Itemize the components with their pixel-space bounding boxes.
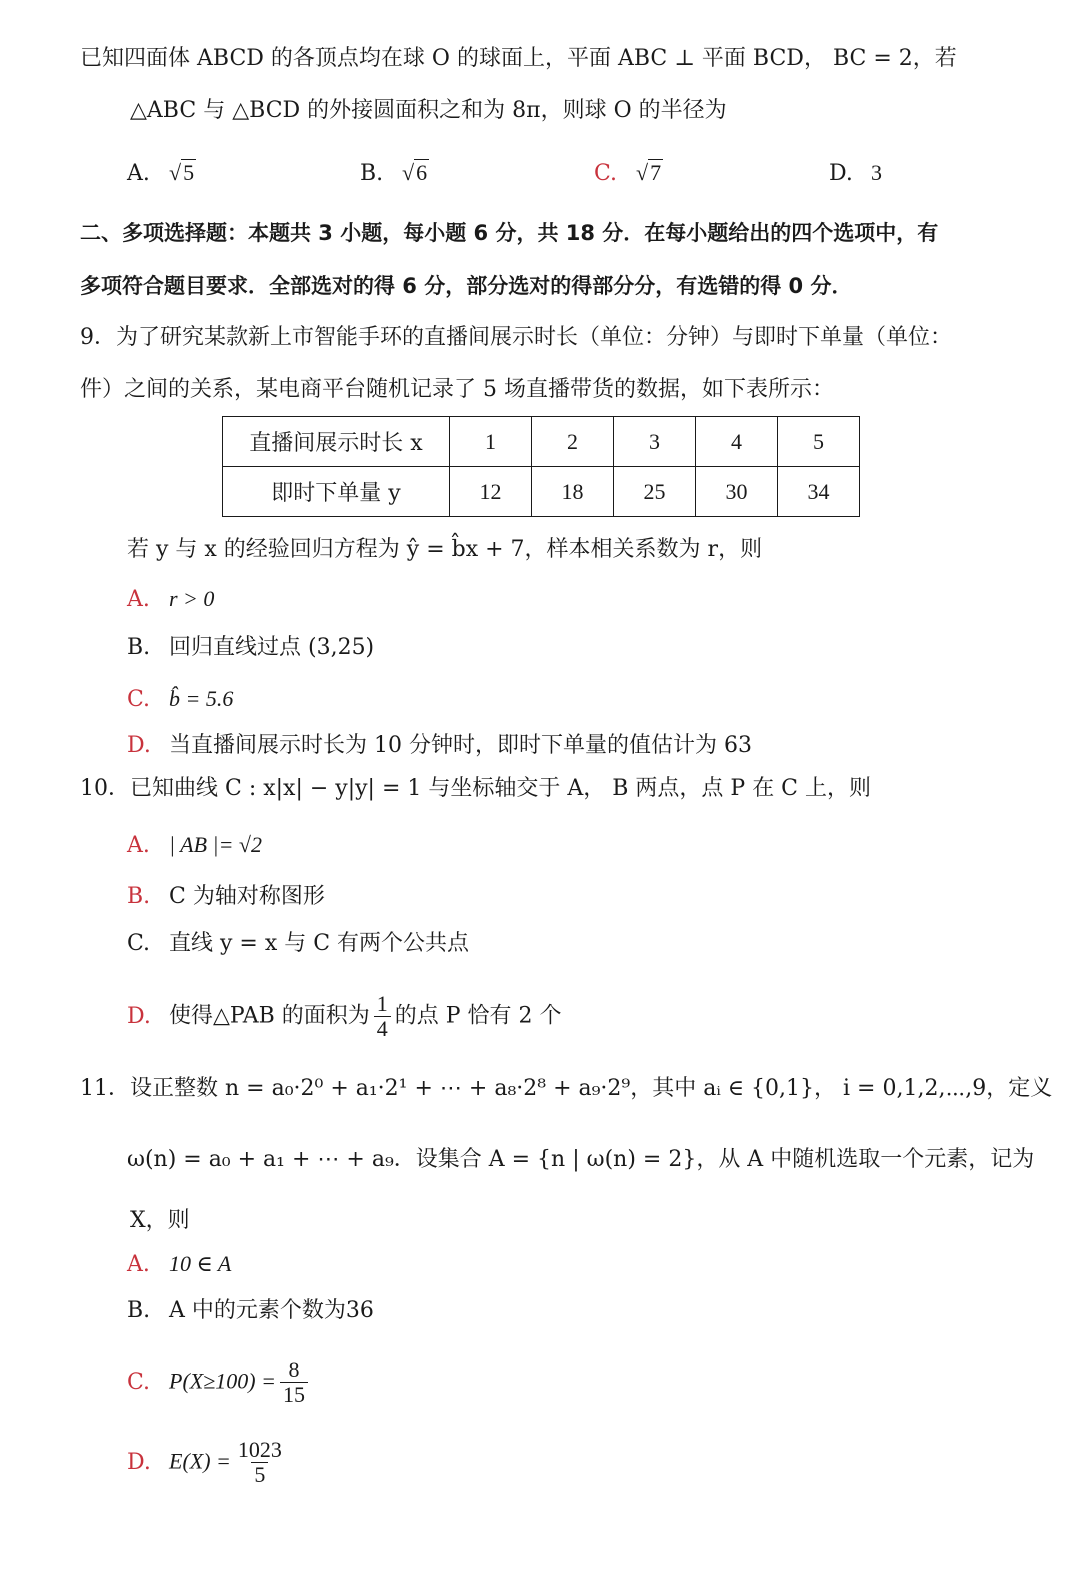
table-row-label-y: 即时下单量 y — [223, 467, 450, 517]
q11-line2: ω(n) = a₀ + a₁ + ⋯ + a₉．设集合 A = {n | ω(n) = 2}，从 A 中随机选取一个元素，记为 — [127, 1147, 1035, 1172]
q9-stem: 若 y 与 x 的经验回归方程为 ŷ = b̂x + 7，样本相关系数为 r，则 — [127, 537, 763, 562]
q8-option-b: B. √6 — [360, 160, 428, 186]
table-row-label-x: 直播间展示时长 x — [223, 417, 450, 467]
q8-option-a: A. √5 — [127, 160, 195, 186]
table-row — [223, 467, 860, 517]
table-cell: 12 — [450, 467, 532, 517]
table-row — [223, 417, 860, 467]
q11-option-c: C. P(X≥100) = $\frac{8}{15}$ — [127, 1358, 312, 1407]
table-cell: 2 — [532, 417, 614, 467]
q8-option-d: D. 3 — [829, 160, 882, 186]
q11-option-a: A. 10 ∈ A — [127, 1251, 232, 1277]
q11-line1: 11．设正整数 n = a₀·2⁰ + a₁·2¹ + ⋯ + a₈·2⁸ + a₉·2⁹，其中 aᵢ ∈ {0,1}， i = 0,1,2,⋯,9，定义 — [80, 1076, 1053, 1101]
table-cell: 3 — [614, 417, 696, 467]
q10-option-d: D. 使得△PAB 的面积为 $\frac{1}{4}$ 的点 P 恰有 2 个 — [127, 991, 562, 1041]
q10-option-c: C. 直线 y = x 与 C 有两个公共点 — [127, 931, 470, 956]
q9-option-c: C. b̂ = 5.6 — [127, 686, 234, 712]
q9-option-a: A. r > 0 — [127, 586, 215, 612]
table-cell: 5 — [778, 417, 860, 467]
table-cell: 30 — [696, 467, 778, 517]
q11-line3: X，则 — [130, 1208, 190, 1233]
q11-option-d: D. E(X) = $\frac{1023}{5}$ — [127, 1438, 289, 1487]
q10-line1: 10．已知曲线 C : x|x| − y|y| = 1 与坐标轴交于 A， B 两点，点 P 在 C 上，则 — [80, 776, 872, 801]
section2-line1: 二、多项选择题：本题共 3 小题，每小题 6 分，共 18 分．在每小题给出的四个选项中，有 — [80, 221, 939, 245]
table-cell: 25 — [614, 467, 696, 517]
section2-line2: 多项符合题目要求．全部选对的得 6 分，部分选对的得部分分，有选错的得 0 分． — [80, 274, 853, 298]
fraction: $\frac{1}{4}$ — [374, 992, 391, 1041]
q9-data-table — [222, 416, 860, 517]
q8-option-c: C. √7 — [594, 160, 662, 186]
q11-option-b: B. A 中的元素个数为36 — [127, 1298, 374, 1323]
q10-option-b: B. C 为轴对称图形 — [127, 884, 325, 909]
q8-line2: △ABC 与 △BCD 的外接圆面积之和为 8π，则球 O 的半径为 — [130, 98, 727, 123]
fraction: $\frac{1023}{5}$ — [237, 1437, 282, 1487]
q9-option-b: B. 回归直线过点 (3,25) — [127, 635, 375, 660]
q9-line1: 9．为了研究某款新上市智能手环的直播间展示时长（单位：分钟）与即时下单量（单位： — [80, 325, 953, 350]
q9-line2: 件）之间的关系，某电商平台随机记录了 5 场直播带货的数据，如下表所示： — [80, 377, 834, 402]
table-cell: 1 — [450, 417, 532, 467]
q9-option-d: D. 当直播间展示时长为 10 分钟时，即时下单量的值估计为 63 — [127, 733, 752, 758]
q8-line1: 已知四面体 ABCD 的各顶点均在球 O 的球面上，平面 ABC ⊥ 平面 BCD， BC = 2，若 — [80, 46, 957, 71]
table-cell: 4 — [696, 417, 778, 467]
fraction: $\frac{8}{15}$ — [280, 1358, 308, 1407]
table-cell: 34 — [778, 467, 860, 517]
q10-option-a: A. | AB |= √2 — [127, 832, 262, 858]
table-cell: 18 — [532, 467, 614, 517]
